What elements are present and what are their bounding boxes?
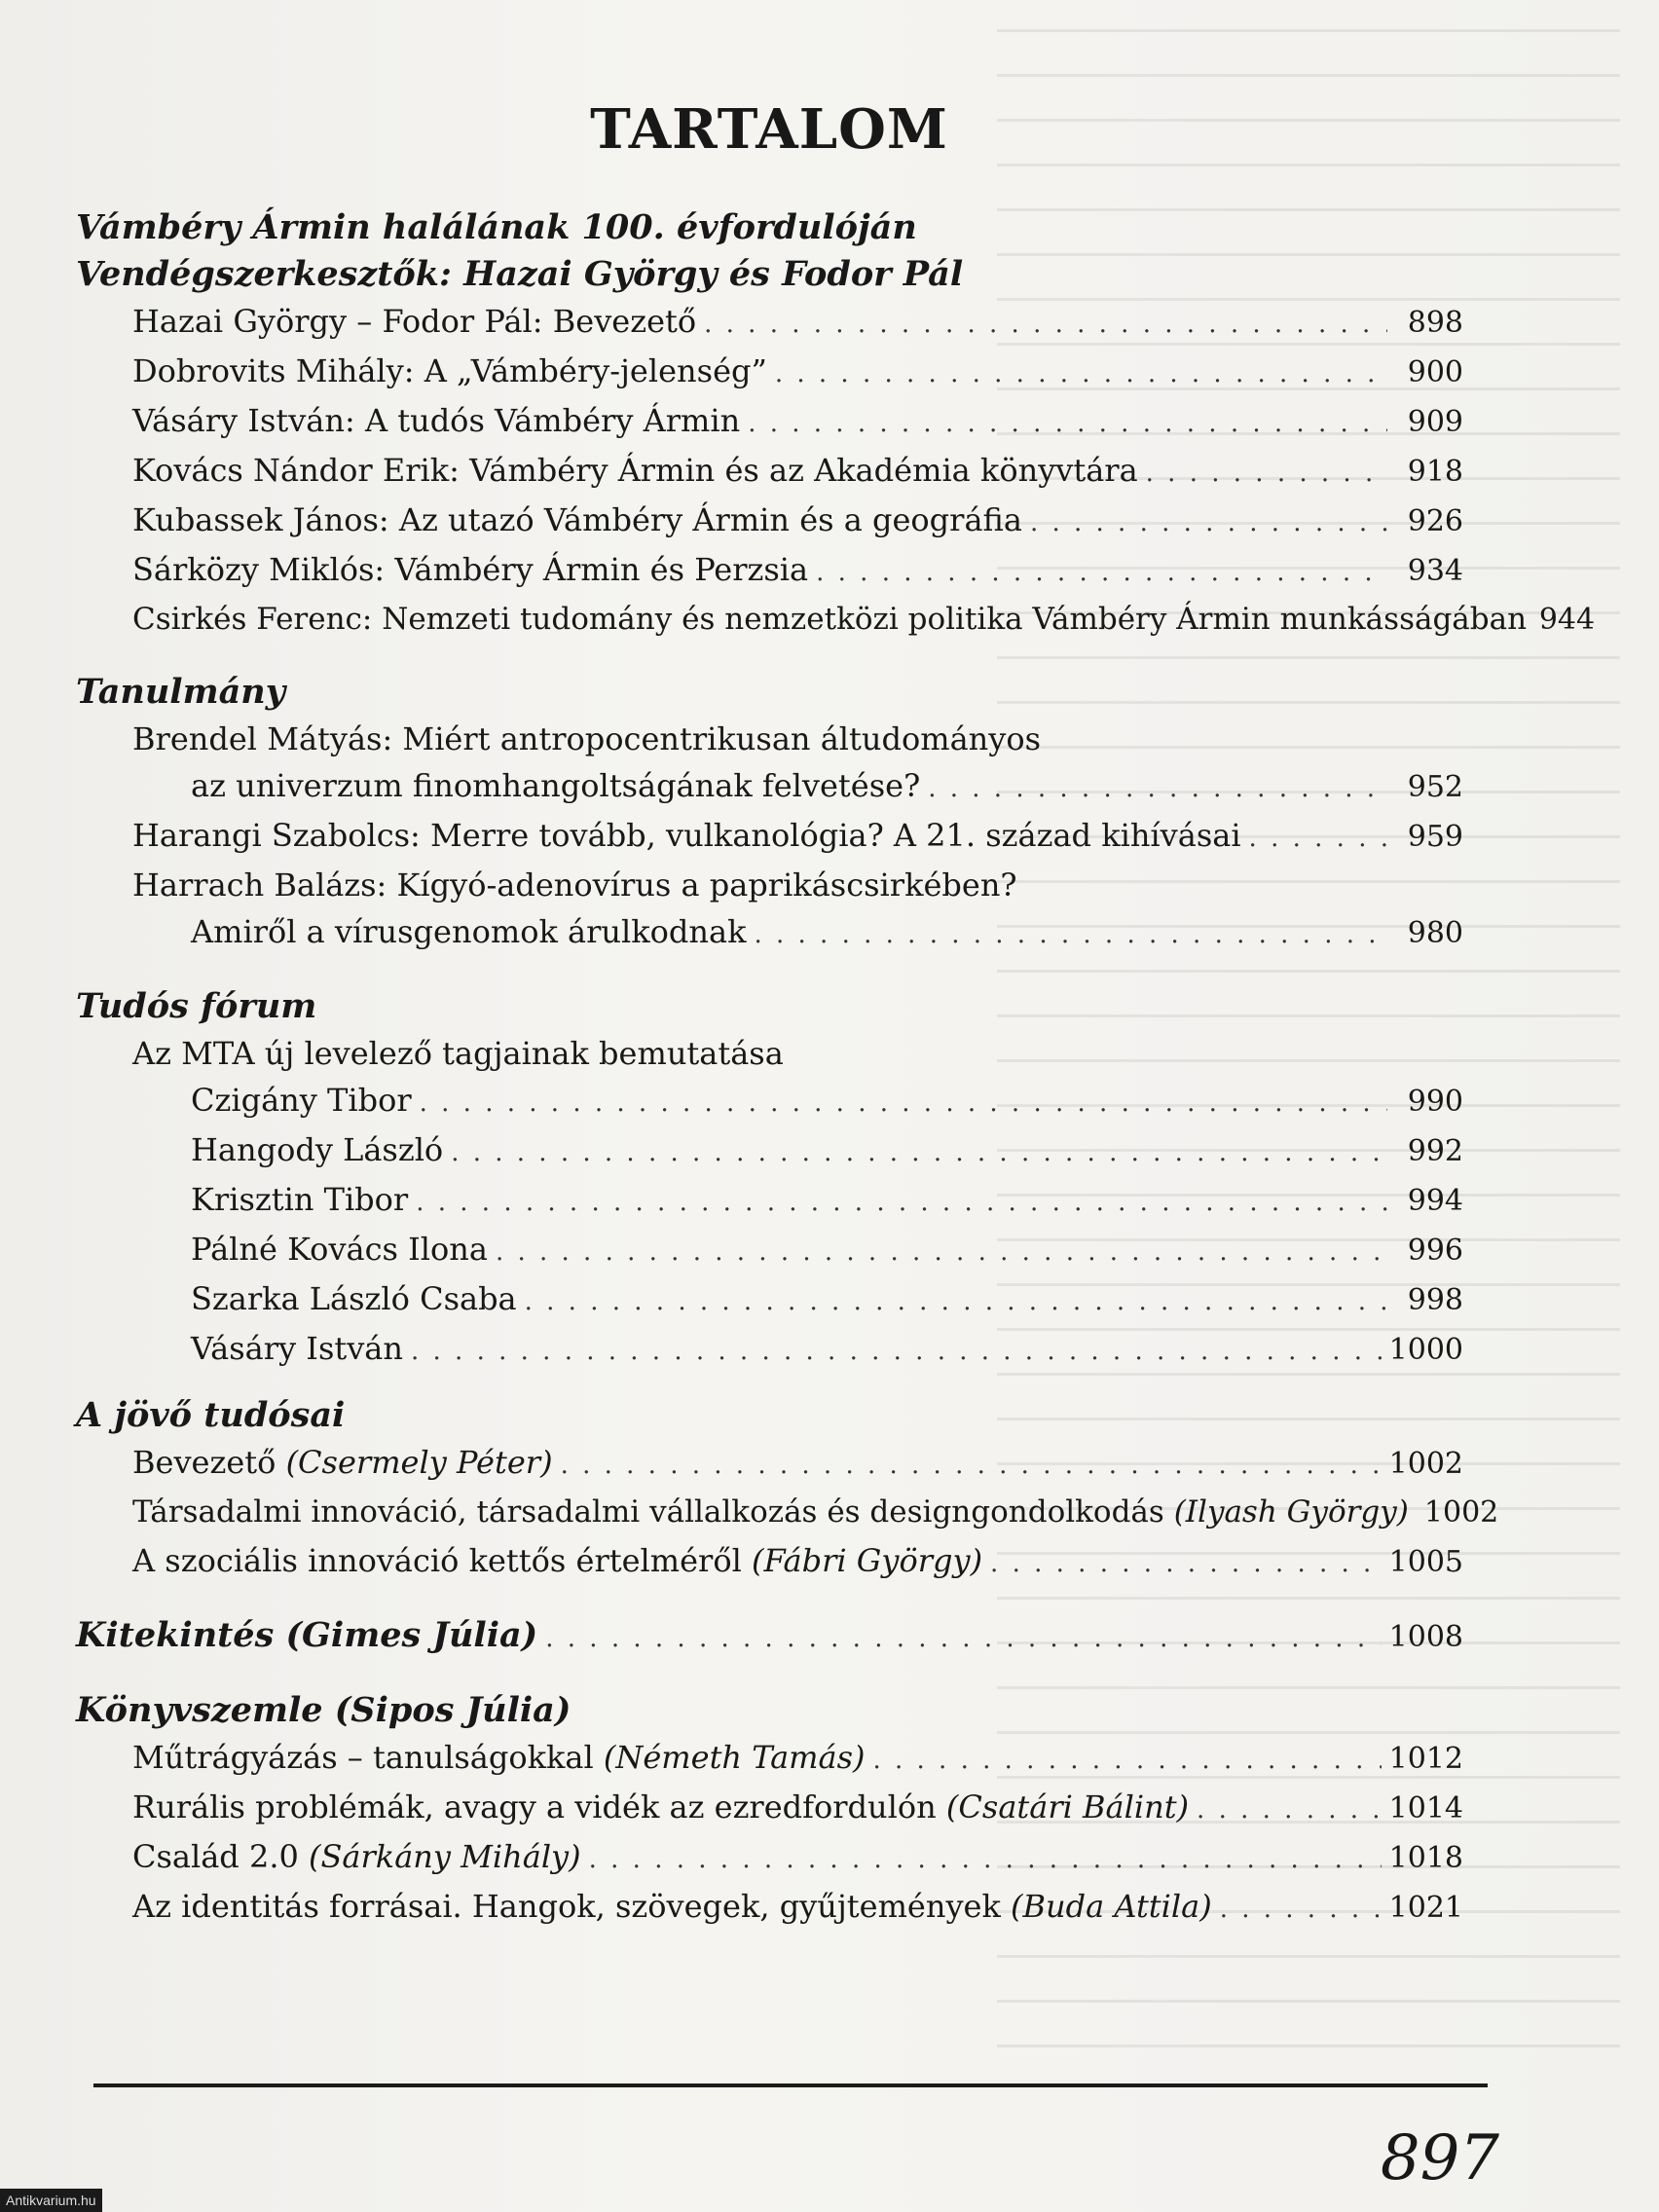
entry-title: Brendel Mátyás: Miért antropocentrikusan áltudományos: [132, 720, 1042, 757]
entry-title: Kubassek János: Az utazó Vámbéry Ármin és a geográfia: [132, 501, 1022, 538]
leader-dots: [545, 1615, 1381, 1662]
toc-entry[interactable]: [76, 447, 1463, 497]
leader-dots: [1146, 450, 1387, 497]
leader-dots: [561, 1442, 1382, 1489]
entry-title: Kovács Nándor Erik: Vámbéry Ármin és az Akadémia könyvtára: [132, 452, 1138, 489]
entry-title: Bevezető (Csermely Péter): [132, 1444, 553, 1481]
toc-entry[interactable]: [76, 596, 1596, 644]
leader-dots: [496, 1229, 1387, 1275]
toc-entry[interactable]: [76, 1226, 1463, 1275]
toc-entry[interactable]: [76, 497, 1463, 546]
entry-page: 990: [1407, 1085, 1463, 1119]
entry-page: 980: [1407, 916, 1463, 950]
section-heading-vambery: Vámbéry Ármin halálának 100. évfordulóján: [76, 207, 917, 247]
entry-page: 1008: [1388, 1620, 1463, 1654]
leader-dots: [748, 400, 1387, 447]
leader-dots: [589, 1836, 1382, 1883]
leader-dots: [704, 301, 1387, 348]
section-heading-kitekintes: Kitekintés (Gimes Júlia): [76, 1615, 538, 1655]
entry-page: 1002: [1423, 1495, 1499, 1530]
toc-entry[interactable]: [76, 812, 1463, 862]
entry-page: 898: [1407, 306, 1463, 340]
toc-entry[interactable]: [76, 1077, 1463, 1126]
leader-dots: [1030, 499, 1387, 546]
entry-page: 1012: [1388, 1742, 1463, 1776]
entry-title: Pálné Kovács Ilona: [191, 1231, 488, 1268]
toc-entry-kitekintes[interactable]: [76, 1612, 1463, 1662]
entry-title: Csirkés Ferenc: Nemzeti tudomány és nemzetközi politika Vámbéry Ármin munkásságában: [132, 602, 1528, 637]
entry-page: 909: [1407, 405, 1463, 439]
entry-title: Harrach Balázs: Kígyó-adenovírus a paprikáscsirkében?: [132, 866, 1017, 903]
entry-title: Hazai György – Fodor Pál: Bevezető: [132, 303, 697, 340]
entry-title: Dobrovits Mihály: A „Vámbéry-jelenség”: [132, 352, 767, 389]
toc-entry[interactable]: [76, 546, 1463, 596]
leader-dots: [1249, 815, 1387, 862]
entry-title: Vásáry István: [191, 1330, 403, 1367]
toc-entry[interactable]: [76, 1126, 1463, 1176]
entry-page: 926: [1407, 504, 1463, 538]
toc-entry[interactable]: [76, 1537, 1463, 1587]
entry-page: 1002: [1388, 1447, 1463, 1481]
entry-title: az univerzum finomhangoltságának felvetése?: [191, 767, 921, 804]
leader-dots: [816, 549, 1387, 596]
leader-dots: [451, 1129, 1387, 1176]
entry-title: Vásáry István: A tudós Vámbéry Ármin: [132, 402, 741, 439]
toc-entry[interactable]: [76, 1883, 1463, 1933]
entry-page: 944: [1538, 603, 1596, 637]
entry-title: Szarka László Csaba: [191, 1280, 517, 1317]
leader-dots: [1197, 1787, 1382, 1833]
entry-author: (Buda Attila): [1011, 1888, 1212, 1925]
toc-entry[interactable]: [76, 1833, 1463, 1883]
entry-page: 992: [1407, 1134, 1463, 1168]
toc-entry[interactable]: [76, 1734, 1463, 1784]
toc-entry[interactable]: [76, 1325, 1463, 1375]
table-of-contents: [76, 204, 1596, 1933]
toc-entry[interactable]: [76, 1176, 1463, 1226]
entry-title: Rurális problémák, avagy a vidék az ezredfordulón (Csatári Bálint): [132, 1788, 1190, 1825]
page-number: 897: [1380, 2122, 1499, 2194]
section-heading-konyvszemle: Könyvszemle (Sipos Júlia): [76, 1690, 571, 1730]
leader-dots: [872, 1737, 1381, 1784]
entry-author: (Fábri György): [752, 1542, 983, 1579]
leader-dots: [990, 1540, 1382, 1587]
entry-title: A szociális innováció kettős értelméről (Fábri György): [132, 1542, 983, 1579]
toc-entry-continuation[interactable]: [76, 908, 1463, 958]
leader-dots: [525, 1278, 1387, 1325]
section-heading-jovo: A jövő tudósai: [76, 1395, 346, 1435]
entry-author: (Németh Tamás): [603, 1739, 866, 1776]
section-heading-tanulmany: Tanulmány: [76, 672, 286, 712]
leader-dots: [928, 765, 1387, 812]
entry-page: 959: [1407, 820, 1463, 854]
entry-page: 996: [1407, 1234, 1463, 1268]
entry-page: 934: [1407, 554, 1463, 588]
toc-entry[interactable]: [76, 397, 1463, 447]
entry-title: Az identitás forrásai. Hangok, szövegek, gyűjtemények (Buda Attila): [132, 1888, 1212, 1925]
toc-entry[interactable]: [76, 862, 1463, 908]
entry-author: (Sárkány Mihály): [309, 1838, 581, 1875]
leader-dots: [754, 911, 1387, 958]
entry-title: Az MTA új levelező tagjainak bemutatása: [132, 1035, 784, 1072]
toc-entry[interactable]: [76, 1784, 1463, 1833]
bottom-rule: [93, 2083, 1488, 2087]
watermark: Antikvarium.hu: [0, 2189, 102, 2212]
entry-title: Czigány Tibor: [191, 1082, 412, 1119]
entry-page: 1018: [1388, 1841, 1463, 1875]
forum-subheading: [76, 1030, 1463, 1077]
toc-entry[interactable]: [76, 298, 1463, 348]
entry-title: Krisztin Tibor: [191, 1181, 409, 1218]
entry-page: 1005: [1388, 1545, 1463, 1579]
entry-title: Sárközy Miklós: Vámbéry Ármin és Perzsia: [132, 551, 809, 588]
entry-title: Műtrágyázás – tanulságokkal (Németh Tamás): [132, 1739, 866, 1776]
leader-dots: [775, 350, 1387, 397]
entry-author: (Csermely Péter): [285, 1444, 553, 1481]
page-title: TARTALOM: [590, 97, 948, 162]
toc-entry[interactable]: [76, 716, 1463, 762]
toc-entry[interactable]: [76, 1489, 1499, 1537]
leader-dots: [416, 1179, 1387, 1226]
entry-title: Amiről a vírusgenomok árulkodnak: [191, 913, 747, 950]
section-guest-editors: Vendégszerkesztők: Hazai György és Fodor Pál: [76, 254, 964, 294]
entry-page: 918: [1407, 455, 1463, 489]
entry-page: 900: [1407, 355, 1463, 389]
entry-page: 1000: [1388, 1333, 1463, 1367]
leader-dots: [1220, 1886, 1382, 1933]
entry-title: Hangody László: [191, 1131, 444, 1168]
leader-dots: [411, 1328, 1382, 1375]
entry-author: (Ilyash György): [1173, 1494, 1409, 1530]
toc-entry[interactable]: [76, 1275, 1463, 1325]
entry-title: Társadalmi innováció, társadalmi vállalkozás és designgondolkodás (Ilyash György): [132, 1494, 1409, 1530]
entry-title: Harangi Szabolcs: Merre tovább, vulkanológia? A 21. század kihívásai: [132, 817, 1241, 854]
section-heading-forum: Tudós fórum: [76, 986, 317, 1026]
entry-title: Család 2.0 (Sárkány Mihály): [132, 1838, 581, 1875]
entry-page: 1014: [1388, 1791, 1463, 1825]
entry-page: 994: [1407, 1184, 1463, 1218]
entry-author: (Csatári Bálint): [945, 1788, 1190, 1825]
toc-entry-continuation[interactable]: [76, 762, 1463, 812]
entry-page: 998: [1407, 1283, 1463, 1317]
entry-page: 952: [1407, 770, 1463, 804]
toc-entry[interactable]: [76, 348, 1463, 397]
leader-dots: [420, 1080, 1387, 1126]
entry-page: 1021: [1388, 1891, 1463, 1925]
toc-entry[interactable]: [76, 1439, 1463, 1489]
